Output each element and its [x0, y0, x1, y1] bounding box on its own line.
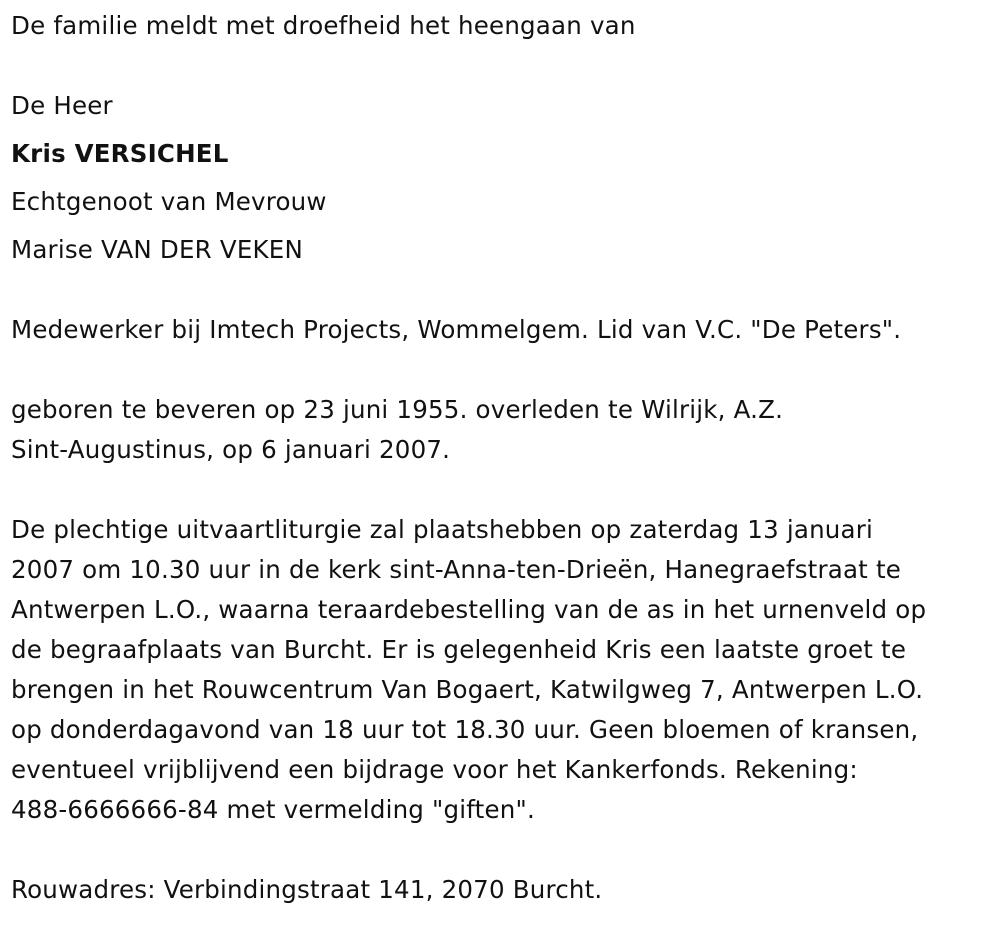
birth-death-line: geboren te beveren op 23 juni 1955. overleden te Wilrijk, A.Z. [11, 395, 784, 424]
spouse-name: Marise VAN DER VEKEN [11, 235, 303, 264]
intro-text: De familie meldt met droefheid het heengaan van [11, 11, 636, 40]
funeral-line: brengen in het Rouwcentrum Van Bogaert, Katwilgweg 7, Antwerpen L.O. [11, 675, 924, 704]
funeral-line: Antwerpen L.O., waarna teraardebestelling van de as in het urnenveld op [11, 595, 927, 624]
funeral-line: 2007 om 10.30 uur in de kerk sint-Anna-ten-Drieën, Hanegraefstraat te [11, 555, 902, 584]
honorific: De Heer [11, 91, 113, 120]
funeral-line: eventueel vrijblijvend een bijdrage voor het Kankerfonds. Rekening: [11, 755, 858, 784]
deceased-name: Kris VERSICHEL [11, 139, 229, 168]
spouse-prefix: Echtgenoot van Mevrouw [11, 187, 327, 216]
occupation-text: Medewerker bij Imtech Projects, Wommelgem. Lid van V.C. "De Peters". [11, 315, 902, 344]
funeral-line: de begraafplaats van Burcht. Er is gelegenheid Kris een laatste groet te [11, 635, 907, 664]
mourning-address: Rouwadres: Verbindingstraat 141, 2070 Burcht. [11, 875, 603, 904]
funeral-line: 488-6666666-84 met vermelding "giften". [11, 795, 535, 824]
funeral-line: op donderdagavond van 18 uur tot 18.30 uur. Geen bloemen of kransen, [11, 715, 919, 744]
funeral-line: De plechtige uitvaartliturgie zal plaatshebben op zaterdag 13 januari [11, 515, 874, 544]
birth-death-line: Sint-Augustinus, op 6 januari 2007. [11, 435, 451, 464]
